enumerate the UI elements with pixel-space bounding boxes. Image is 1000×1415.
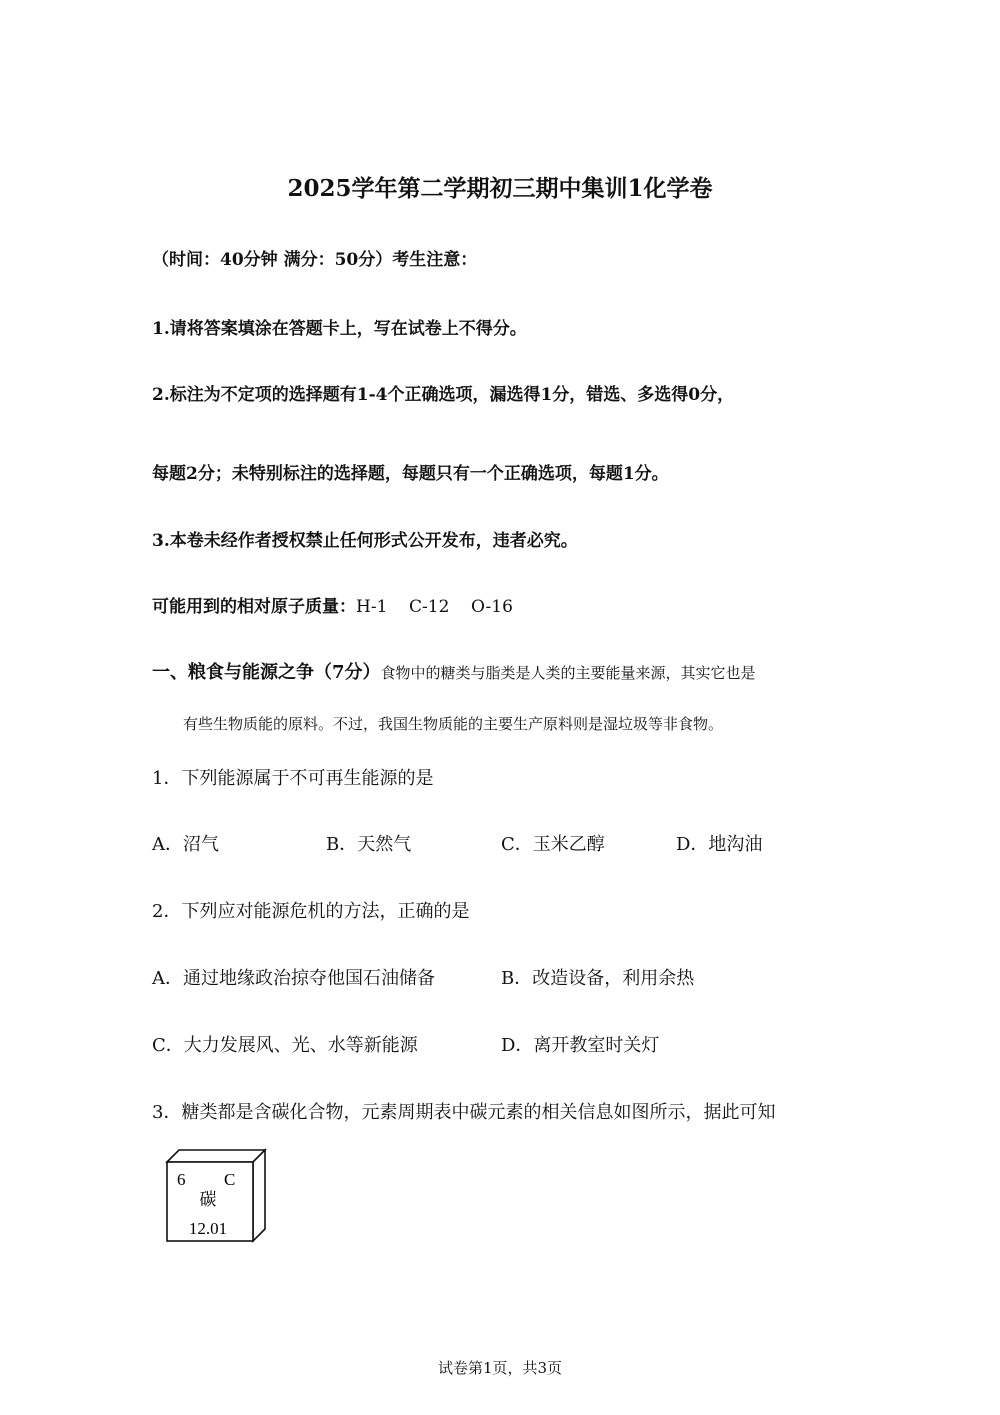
element-card-side-face bbox=[253, 1150, 265, 1241]
page-title: 2025学年第二学期初三期中集训1化学卷 bbox=[287, 175, 713, 202]
atomic-mass-line bbox=[152, 592, 513, 617]
question-1-option-d: D．地沟油 bbox=[676, 834, 763, 855]
question-2-option-c: C．大力发展风、光、水等新能源 bbox=[152, 1035, 418, 1056]
note-2-continued: 每题2分；未特别标注的选择题，每题只有一个正确选项，每题1分。 bbox=[152, 464, 669, 484]
note-1: 1.请将答案填涂在答题卡上，写在试卷上不得分。 bbox=[152, 319, 527, 339]
question-1-option-c: C．玉米乙醇 bbox=[501, 834, 605, 855]
page-footer: 试卷第1页，共3页 bbox=[437, 1359, 563, 1377]
question-1-option-a: A．沼气 bbox=[152, 834, 219, 855]
atomic-mass-label: 可能用到的相对原子质量： bbox=[152, 597, 356, 617]
question-1-stem: 1．下列能源属于不可再生能源的是 bbox=[152, 768, 434, 789]
element-atomic-number: 6 bbox=[177, 1170, 186, 1189]
element-card-top-face bbox=[167, 1150, 265, 1162]
section-1-heading: 一、粮食与能源之争（7分） bbox=[152, 662, 381, 683]
carbon-element-card bbox=[160, 1145, 270, 1245]
atomic-mass-values: H-1 C-12 O-16 bbox=[356, 597, 513, 617]
element-symbol: C bbox=[224, 1170, 236, 1189]
question-2-stem: 2．下列应对能源危机的方法，正确的是 bbox=[152, 901, 470, 922]
section-1-intro-continued: 有些生物质能的原料。不过，我国生物质能的主要生产原料则是湿垃圾等非食物。 bbox=[183, 715, 724, 733]
section-1-intro bbox=[152, 658, 756, 684]
question-3-stem: 3．糖类都是含碳化合物，元素周期表中碳元素的相关信息如图所示，据此可知 bbox=[152, 1102, 776, 1123]
note-2: 2.标注为不定项的选择题有1-4个正确选项，漏选得1分，错选、多选得0分， bbox=[152, 385, 735, 405]
question-2-option-a: A．通过地缘政治掠夺他国石油储备 bbox=[152, 968, 435, 989]
question-2-option-b: B．改造设备，利用余热 bbox=[501, 968, 695, 989]
question-1-option-b: B．天然气 bbox=[326, 834, 412, 855]
note-3: 3.本卷未经作者授权禁止任何形式公开发布，违者必究。 bbox=[152, 531, 578, 551]
exam-header-info: （时间：40分钟 满分：50分）考生注意： bbox=[152, 250, 478, 270]
section-1-intro-text: 食物中的糖类与脂类是人类的主要能量来源，其实它也是 bbox=[380, 664, 756, 682]
element-atomic-mass: 12.01 bbox=[188, 1219, 228, 1238]
question-2-option-d: D．离开教室时关灯 bbox=[501, 1035, 660, 1056]
element-name: 碳 bbox=[199, 1190, 217, 1210]
